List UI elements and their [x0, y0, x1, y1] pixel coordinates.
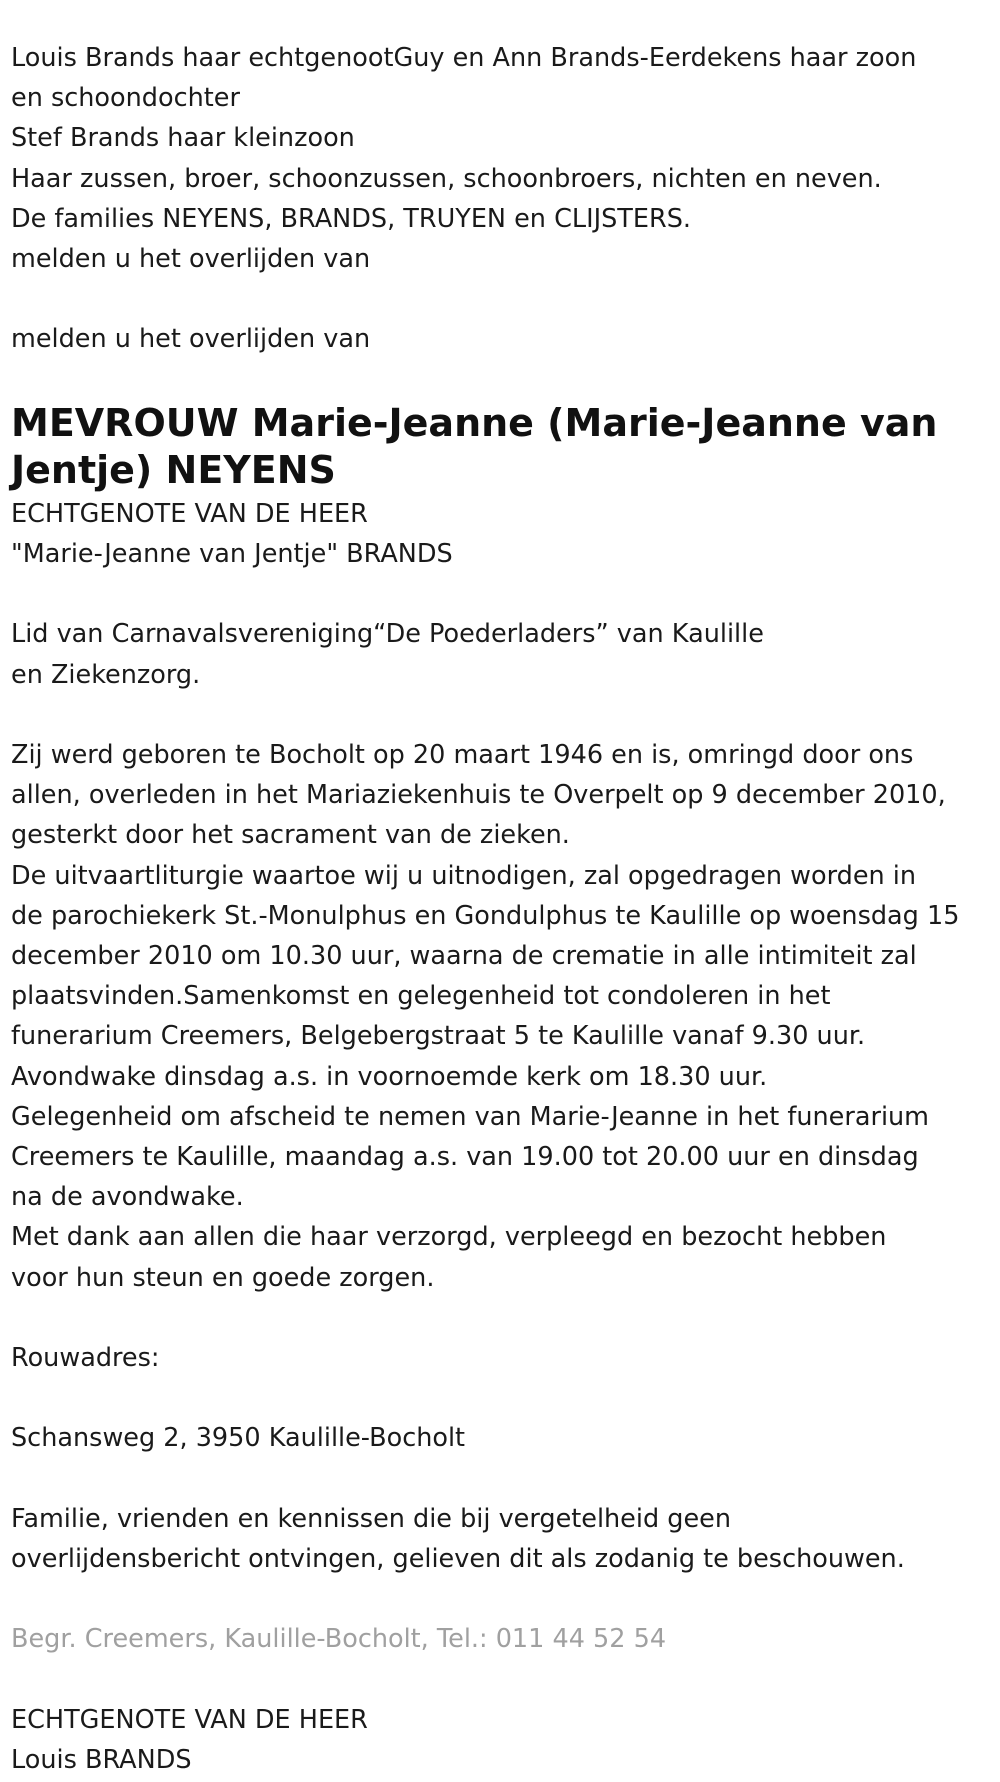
spouse-label: ECHTGENOTE VAN DE HEER	[11, 498, 368, 529]
notice-section	[11, 1499, 989, 1620]
notice-line: overlijdensbericht ontvingen, gelieven dit als zodanig te beschouwen.	[11, 1544, 905, 1574]
spacer	[11, 574, 989, 614]
body-line: Met dank aan allen die haar verzorgd, verpleegd en bezocht hebben	[11, 1222, 887, 1253]
deceased-title-line2: Jentje) NEYENS	[11, 447, 336, 492]
body-line: gesterkt door het sacrament van de zieken.	[11, 820, 570, 851]
notice-line: Familie, vrienden en kennissen die bij vergetelheid geen	[11, 1503, 731, 1534]
footer-section	[11, 1700, 989, 1780]
body-line: Creemers te Kaulille, maandag a.s. van 19.00 tot 20.00 uur en dinsdag	[11, 1142, 919, 1173]
intro-line: Louis Brands haar echtgenootGuy en Ann Brands-Eerdekens haar zoon	[11, 43, 917, 73]
undertaker-section	[11, 1619, 989, 1699]
body-line: funerarium Creemers, Belgebergstraat 5 te Kaulille vanaf 9.30 uur.	[11, 1021, 866, 1052]
spacer	[11, 1378, 989, 1418]
address-label: Rouwadres:	[11, 1343, 160, 1374]
body-section	[11, 735, 989, 1338]
address-value: Schansweg 2, 3950 Kaulille-Bocholt	[11, 1423, 466, 1454]
intro-line: De families NEYENS, BRANDS, TRUYEN en CLIJSTERS.	[11, 203, 692, 234]
spacer	[11, 1660, 989, 1700]
body-line: december 2010 om 10.30 uur, waarna de crematie in alle intimiteit zal	[11, 941, 917, 971]
undertaker-info: Begr. Creemers, Kaulille-Bocholt, Tel.: 011 44 52 54	[11, 1624, 667, 1655]
intro-line: Stef Brands haar kleinzoon	[11, 123, 355, 154]
membership-line: en Ziekenzorg.	[11, 659, 201, 690]
body-line: voor hun steun en goede zorgen.	[11, 1262, 435, 1293]
body-line: Avondwake dinsdag a.s. in voornoemde kerk om 18.30 uur.	[11, 1061, 768, 1092]
spacer	[11, 279, 989, 319]
spacer	[11, 360, 989, 400]
membership-section	[11, 614, 989, 735]
footer-spouse-name: Louis BRANDS	[11, 1744, 192, 1775]
footer-spouse-label: ECHTGENOTE VAN DE HEER	[11, 1704, 368, 1735]
spacer	[11, 1459, 989, 1499]
deceased-title-line1: MEVROUW Marie-Jeanne (Marie-Jeanne van	[11, 400, 938, 445]
spacer	[11, 1298, 989, 1338]
intro-line: Haar zussen, broer, schoonzussen, schoonbroers, nichten en neven.	[11, 163, 882, 194]
body-line: De uitvaartliturgie waartoe wij u uitnodigen, zal opgedragen worden in	[11, 860, 917, 891]
deceased-section	[11, 400, 989, 615]
membership-line: Lid van Carnavalsvereniging“De Poederladers” van Kaulille	[11, 619, 764, 650]
spacer	[11, 1579, 989, 1619]
body-line: Gelegenheid om afscheid te nemen van Marie-Jeanne in het funerarium	[11, 1101, 930, 1132]
body-line: na de avondwake.	[11, 1182, 244, 1213]
body-line: plaatsvinden.Samenkomst en gelegenheid tot condoleren in het	[11, 981, 831, 1012]
spouse-name: "Marie-Jeanne van Jentje" BRANDS	[11, 539, 453, 569]
body-line: allen, overleden in het Mariaziekenhuis te Overpelt op 9 december 2010,	[11, 780, 946, 811]
spacer	[11, 695, 989, 735]
body-line: Zij werd geboren te Bocholt op 20 maart 1946 en is, omringd door ons	[11, 739, 914, 770]
intro-section	[11, 38, 989, 400]
body-line: de parochiekerk St.-Monulphus en Gondulphus te Kaulille op woensdag 15	[11, 900, 960, 931]
intro-line: melden u het overlijden van	[11, 244, 371, 275]
intro-line: en schoondochter	[11, 83, 240, 114]
intro-repeat-line: melden u het overlijden van	[11, 324, 371, 355]
address-section	[11, 1338, 989, 1499]
